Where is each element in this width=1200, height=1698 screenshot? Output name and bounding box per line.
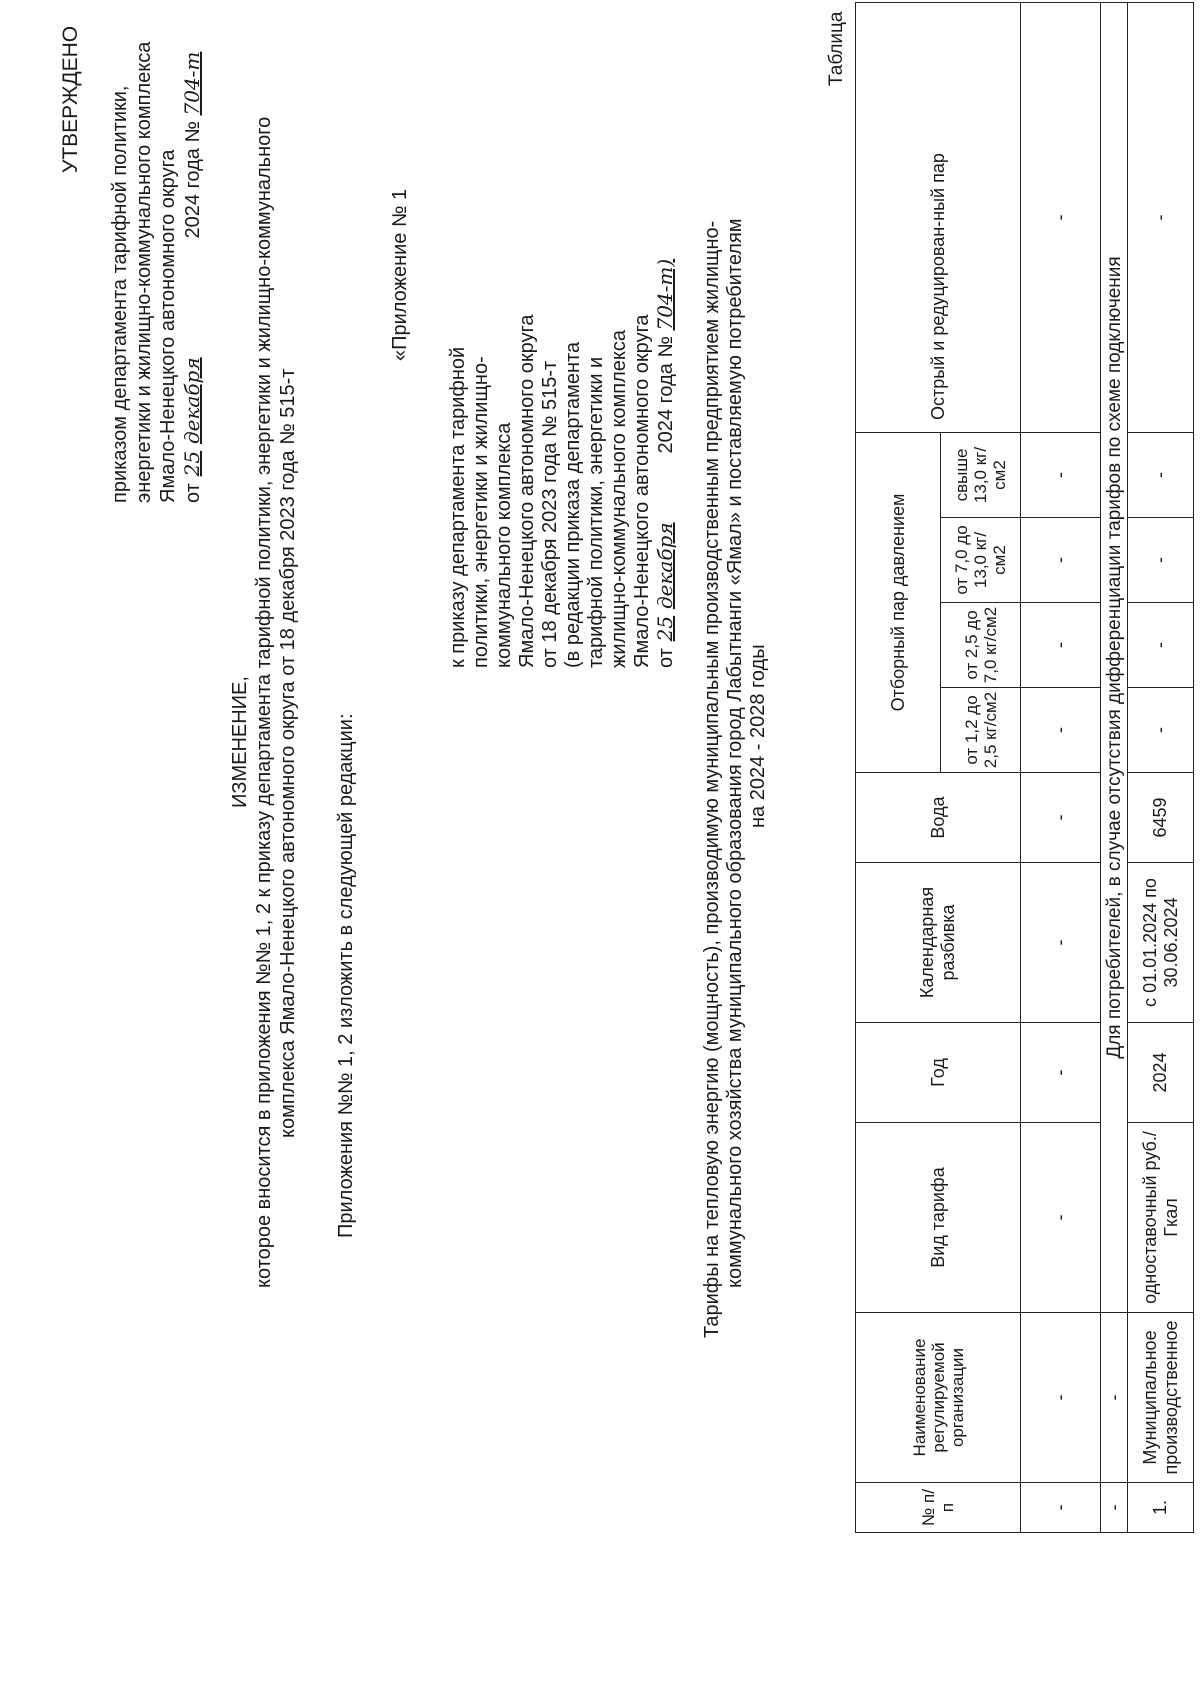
appendix-date-prefix: от: [655, 648, 677, 668]
row1-num: 1.: [1128, 1483, 1194, 1533]
appendix-line-7: тарифной политики, энергетики и: [585, 356, 607, 668]
tariff-heading-line-2: коммунального хозяйства муниципального образования город Лабытнанги «Ямал» и поставляемую потребителям: [724, 218, 746, 1288]
approval-date-day: 25: [180, 450, 204, 477]
row1-type: одноставочный руб./Гкал: [1128, 1123, 1194, 1313]
appendix-line-6: (в редакции приказа департамента: [562, 341, 584, 668]
row1-org: Муниципальное производственное: [1128, 1313, 1194, 1483]
row1-sharp: -: [1128, 2, 1194, 432]
appendix-date-month: декабря: [653, 522, 677, 610]
section-row: [1101, 2, 1128, 1532]
section-num: -: [1101, 1483, 1128, 1533]
appendix-line-3: коммунального комплекса: [493, 422, 515, 668]
approval-line-4: [180, 52, 206, 503]
header-steam-2: от 2,5 до 7,0 кг/см2: [941, 603, 1021, 688]
appendix-line-8: жилищно-коммунального комплекса: [608, 329, 630, 668]
appendix-line-4: Ямало-Ненецкого автономного округа: [516, 314, 538, 668]
appendix-line-2: политики, энергетики и жилищно-: [470, 356, 492, 668]
approval-line-2: энергетики и жилищно-коммунального комплекса: [133, 41, 155, 503]
change-line-2: комплекса Ямало-Ненецкого автономного округа от 18 декабря 2023 года № 515-т: [277, 368, 299, 1138]
approval-line-3: Ямало-Ненецкого автономного округа: [157, 149, 179, 503]
row1-steam-1: -: [1128, 688, 1194, 773]
row1-year: 2024: [1128, 1023, 1194, 1123]
appendix-order-number: 704-т): [653, 258, 677, 331]
table-cell: -: [1021, 1023, 1101, 1123]
table-cell: -: [1021, 773, 1101, 863]
approval-date-month: декабря: [180, 357, 204, 445]
table-cell: -: [1021, 603, 1101, 688]
table-cell: -: [1021, 1313, 1101, 1483]
appendix-line-10: [653, 259, 679, 668]
approval-date-prefix: от: [182, 483, 204, 503]
table-cell: -: [1021, 432, 1101, 517]
tariff-table: [855, 2, 1194, 1533]
appendix-title: «Приложение № 1: [389, 188, 411, 361]
header-year: Год: [856, 1023, 1021, 1123]
approval-line-1: приказом департамента тарифной политики,: [109, 85, 131, 503]
appendix-date-day: 25: [653, 615, 677, 642]
table-row: [1128, 2, 1194, 1532]
tariff-heading-line-3: на 2024 - 2028 годы: [747, 644, 769, 828]
table-row: [1021, 2, 1101, 1532]
approval-order-number: 704-т: [180, 51, 204, 116]
header-steam: Отборный пар давлением: [856, 432, 941, 772]
header-sharp-steam: Острый и редуцирован-ный пар: [856, 2, 1021, 432]
table-cell: -: [1021, 518, 1101, 603]
approval-date-year: 2024 года №: [182, 121, 204, 239]
change-title: ИЗМЕНЕНИЕ,: [229, 676, 251, 808]
tariff-heading-line-1: Тарифы на тепловую энергию (мощность), производимую муниципальным производственным предприятием жилищно-: [701, 220, 723, 1338]
section-org: -: [1101, 1313, 1128, 1483]
table-cell: -: [1021, 688, 1101, 773]
row1-steam-3: -: [1128, 518, 1194, 603]
approval-title: УТВЕРЖДЕНО: [59, 25, 82, 173]
section-title: Для потребителей, в случае отсутствия дифференциации тарифов по схеме подключения: [1101, 2, 1128, 1312]
row1-steam-4: -: [1128, 432, 1194, 517]
row1-steam-2: -: [1128, 603, 1194, 688]
header-num: № п/п: [856, 1483, 1021, 1533]
table-cell: -: [1021, 1123, 1101, 1313]
appendix-date-year: 2024 года №: [655, 336, 677, 454]
table-cell: -: [1021, 2, 1101, 432]
header-steam-1: от 1,2 до 2,5 кг/см2: [941, 688, 1021, 773]
header-period: Календарная разбивка: [856, 863, 1021, 1023]
header-steam-4: свыше 13,0 кг/см2: [941, 432, 1021, 517]
table-cell: -: [1021, 1483, 1101, 1533]
appendix-line-5: от 18 декабря 2023 года № 515-т: [539, 360, 561, 668]
appendix-line-9: Ямало-Ненецкого автономного округа: [631, 314, 653, 668]
table-cell: -: [1021, 863, 1101, 1023]
header-org: Наименование регулируемой организации: [856, 1313, 1021, 1483]
row1-water: 6459: [1128, 773, 1194, 863]
header-steam-3: от 7,0 до 13,0 кг/см2: [941, 518, 1021, 603]
header-water: Вода: [856, 773, 1021, 863]
header-type: Вид тарифа: [856, 1123, 1021, 1313]
row1-period: с 01.01.2024 по 30.06.2024: [1128, 863, 1194, 1023]
change-line-1: которое вносится в приложения №№ 1, 2 к приказу департамента тарифной политики, энергетики и жилищно-коммунального: [253, 116, 275, 1288]
table-caption: Таблица: [826, 11, 847, 86]
appendix-line-1: к приказу департамента тарифной: [447, 346, 469, 668]
statement-text: Приложения №№ 1, 2 изложить в следующей редакции:: [335, 713, 357, 1238]
